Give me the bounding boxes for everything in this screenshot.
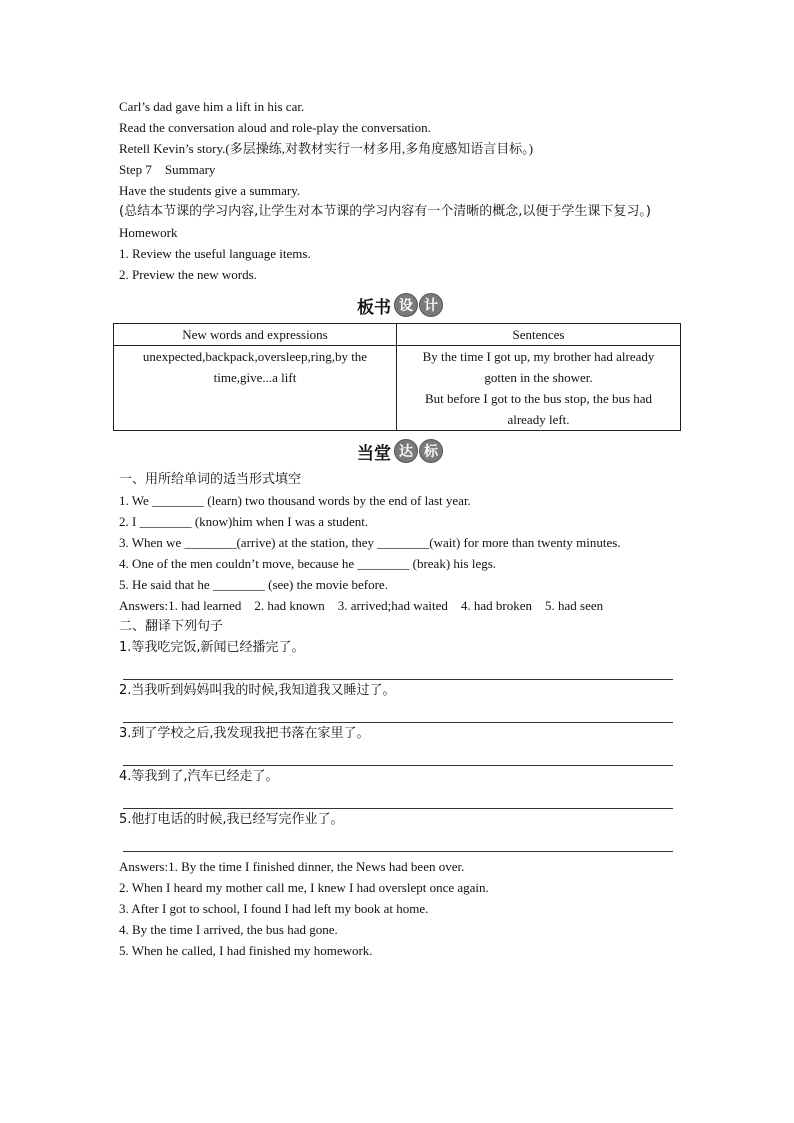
homework-item: 2. Preview the new words.: [119, 267, 257, 282]
translate-item: 5.他打电话的时候,我已经写完作业了。: [119, 812, 344, 827]
intro-line: Read the conversation aloud and role-play the conversation.: [119, 120, 431, 135]
homework-item: 1. Review the useful language items.: [119, 246, 311, 261]
words-cell: unexpected,backpack,oversleep,ring,by the time,give...a lift: [114, 346, 397, 431]
sentence-item: By the time I got up, my brother had already gotten in the shower.: [422, 349, 655, 385]
table-header-words: New words and expressions: [114, 324, 397, 346]
translate-item: 1.等我吃完饭,新闻已经播完了。: [119, 640, 305, 655]
answer-line[interactable]: [123, 701, 673, 723]
fill-blank-item: 3. When we ________(arrive) at the station, they ________(wait) for more than twenty minutes.: [119, 535, 621, 550]
answer-line[interactable]: [123, 744, 673, 766]
board-heading-badge: 设: [394, 293, 418, 317]
part2-answer: 4. By the time I arrived, the bus had gone.: [119, 922, 338, 937]
answer-line[interactable]: [123, 830, 673, 852]
answer-line[interactable]: [123, 787, 673, 809]
sentences-cell: [397, 346, 681, 431]
part2-answer: 5. When he called, I had finished my homework.: [119, 943, 373, 958]
part1-answers: Answers:1. had learned 2. had known 3. arrived;had waited 4. had broken 5. had seen: [119, 598, 604, 613]
intro-line: Carl’s dad gave him a lift in his car.: [119, 99, 305, 114]
part2-title: 二、翻译下列句子: [119, 619, 224, 634]
part2-answer: 2. When I heard my mother call me, I knew I had overslept once again.: [119, 880, 489, 895]
translate-item: 3.到了学校之后,我发现我把书落在家里了。: [119, 726, 370, 741]
translate-item: 4.等我到了,汽车已经走了。: [119, 769, 279, 784]
translate-item: 2.当我听到妈妈叫我的时候,我知道我又睡过了。: [119, 683, 396, 698]
answer-line[interactable]: [123, 658, 673, 680]
board-design-heading: [119, 289, 681, 321]
intro-line: Retell Kevin’s story.(多层操练,对教材实行一材多用,多角度感知语言目标。): [119, 141, 534, 156]
board-design-table: [113, 323, 681, 431]
part1-title: 一、用所给单词的适当形式填空: [119, 472, 302, 487]
step-title: Step 7 Summary: [119, 162, 216, 177]
fill-blank-item: 4. One of the men couldn’t move, because he ________ (break) his legs.: [119, 556, 497, 571]
fill-blank-item: 5. He said that he ________ (see) the movie before.: [119, 577, 388, 592]
part2-answer: 3. After I got to school, I found I had left my book at home.: [119, 901, 429, 916]
fill-blank-item: 2. I ________ (know)him when I was a student.: [119, 514, 369, 529]
fill-blank-item: 1. We ________ (learn) two thousand words by the end of last year.: [119, 493, 471, 508]
practice-heading-badge: 达: [394, 439, 418, 463]
intro-line: Have the students give a summary.: [119, 183, 301, 198]
table-header-sentences: Sentences: [397, 324, 681, 346]
part2-answer: Answers:1. By the time I finished dinner, the News had been over.: [119, 859, 465, 874]
sentence-item: But before I got to the bus stop, the bus had already left.: [424, 391, 653, 427]
practice-heading-text: 当堂: [357, 443, 391, 464]
summary-note: (总结本节课的学习内容,让学生对本节课的学习内容有一个清晰的概念,以便于学生课下复习。): [119, 204, 651, 219]
board-heading-badge: 计: [419, 293, 443, 317]
document-page: [119, 96, 681, 961]
practice-heading: [119, 435, 681, 467]
homework-title: Homework: [119, 225, 178, 240]
board-heading-text: 板书: [357, 297, 391, 318]
practice-heading-badge: 标: [419, 439, 443, 463]
